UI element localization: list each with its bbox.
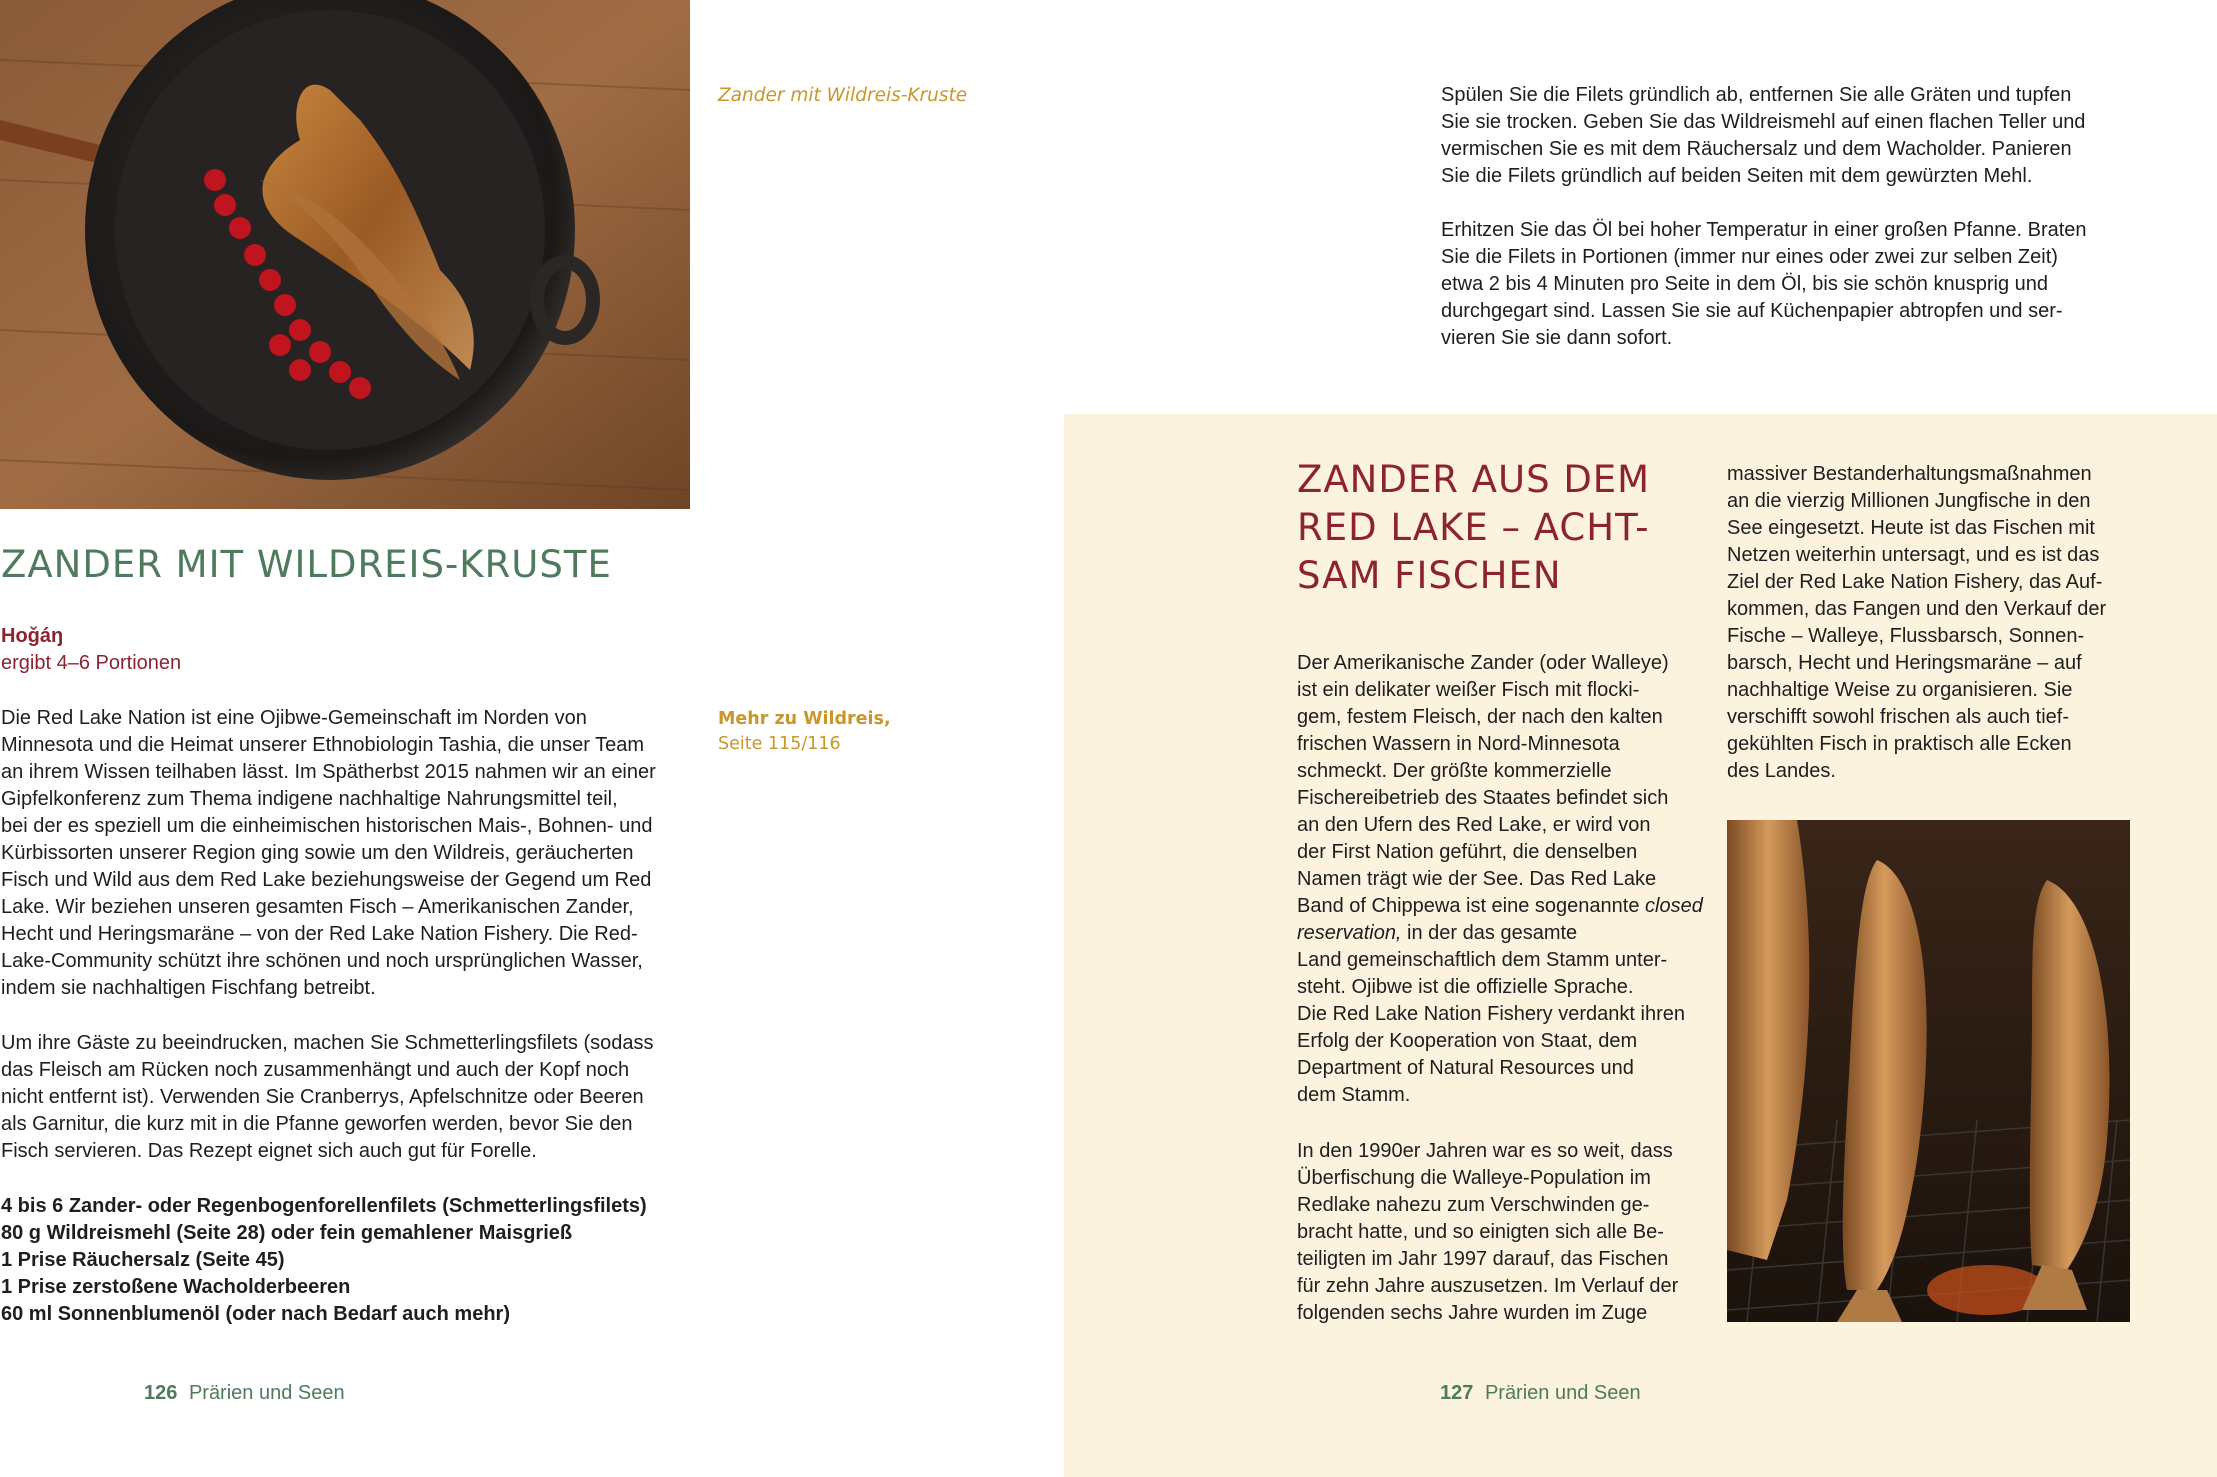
page-number: 127 (1440, 1382, 1474, 1404)
ingredient-item: 80 g Wildreismehl (Seite 28) oder fein gemahlener Maisgrieß (1, 1222, 573, 1244)
recipe-servings: ergibt 4–6 Portionen (1, 652, 182, 674)
ingredient-item: 1 Prise Räuchersalz (Seite 45) (1, 1249, 285, 1271)
photo-caption: Zander mit Wildreis-Kruste (718, 85, 968, 106)
method-step-2: Erhitzen Sie das Öl bei hoher Temperatur in einer großen Pfanne. Braten Sie die Filets in Portionen (immer nur eines oder zwei zur selben Zeit) etwa 2 bis 4 Minuten pro Seite in dem Öl, bis sie schön knusprig und durchgegart sind. Lassen Sie sie auf Küchenpapier abtropfen und ser- vieren Sie sie dann sofort. (1441, 219, 2087, 349)
intro-paragraph: Die Red Lake Nation ist eine Ojibwe-Gemeinschaft im Norden von Minnesota und die Heimat unserer Ethnobiologin Tashia, die unser Team an ihrem Wissen teilhaben lässt. Im Spätherbst 2015 nahmen wir an einer Gipfelkonferenz zum Thema indigene nachhaltige Nahrungsmittel teil, bei der es speziell um die einheimischen historischen Mais-, Bohnen- und Kürbissorten unserer Region ging sowie um den Wildreis, geräucherten Fisch und Wild aus dem Red Lake beziehungsweise der Gegend um Red Lake. Wir beziehen unseren gesamten Fisch – Amerikanischen Zander, Hecht und Heringsmaräne – von der Red Lake Nation Fishery. Die Red- Lake-Community schützt ihre schönen und noch ursprünglichen Wasser, indem sie nachhaltigen Fischfang betreibt. (1, 707, 656, 999)
sidebar-box-column-1 (1297, 650, 1717, 1109)
ingredient-item: 1 Prise zerstoßene Wacholderbeeren (1, 1276, 351, 1298)
left-page-footer (144, 1382, 345, 1405)
smoked-fish-photo (1727, 820, 2130, 1322)
sidebar-box-column-1-paragraph-2: In den 1990er Jahren war es so weit, dass Überfischung die Walleye-Population im Redlake nahezu zum Verschwinden ge- bracht hatte, und so einigten sich alle Be- teiligten im Jahr 1997 darauf, das Fischen für zehn Jahre auszusetzen. Im Verlauf der folgenden sechs Jahre wurden im Zuge (1297, 1140, 1679, 1324)
tip-paragraph: Um ihre Gäste zu beeindrucken, machen Sie Schmetterlingsfilets (sodass das Fleisch am Rücken noch zusammenhängt und auch der Kopf noch nicht entfernt ist). Verwenden Sie Cranberrys, Apfelschnitze oder Beeren als Garnitur, die kurz mit in die Pfanne geworfen werden, bevor Sie den Fisch servieren. Das Rezept eignet sich auch gut für Forelle. (1, 1032, 654, 1162)
ingredient-item: 60 ml Sonnenblumenöl (oder nach Bedarf auch mehr) (1, 1303, 510, 1325)
recipe-title: ZANDER MIT WILDREIS-KRUSTE (1, 543, 612, 586)
ingredient-item: 4 bis 6 Zander- oder Regenbogenforellenfilets (Schmetterlingsfilets) (1, 1195, 647, 1217)
sidebar-note-pages: Seite 115/116 (718, 734, 841, 754)
right-page-footer (1440, 1382, 1641, 1405)
recipe-native-name: Hoǧáŋ (1, 625, 64, 647)
sidebar-box-title: ZANDER AUS DEM RED LAKE – ACHT- SAM FISCHEN (1297, 458, 1651, 597)
method-step-1: Spülen Sie die Filets gründlich ab, entfernen Sie alle Gräten und tupfen Sie sie trocken. Geben Sie das Wildreismehl auf einen flachen Teller und vermischen Sie es mit dem Räuchersalz und dem Wacholder. Panieren Sie die Filets gründlich auf beiden Seiten mit dem gewürzten Mehl. (1441, 84, 2086, 187)
sidebar-note (718, 707, 891, 757)
sidebar-box-column-2: massiver Bestanderhaltungsmaßnahmen an die vierzig Millionen Jungfische in den See eingesetzt. Heute ist das Fischen mit Netzen weiterhin untersagt, und es ist das Ziel der Red Lake Nation Fishery, das Auf- kommen, das Fangen und den Verkauf der Fische – Walleye, Flussbarsch, Sonnen- barsch, Hecht und Heringsmaräne – auf nachhaltige Weise zu organisieren. Sie verschifft sowohl frischen als auch tief- gekühlten Fisch in praktisch alle Ecken des Landes. (1727, 463, 2107, 782)
section-name: Prärien und Seen (1484, 1382, 1641, 1404)
box-col1-italic: closed reservation, (1297, 895, 1703, 944)
page-number: 126 (144, 1382, 178, 1404)
sidebar-note-title: Mehr zu Wildreis, (718, 709, 891, 729)
box-col1-text-a: Der Amerikanische Zander (oder Walleye) ist ein delikater weißer Fisch mit flocki- gem, festem Fleisch, der nach den kalten frischen Wassern in Nord-Minnesota schmeckt. Der größte kommerzielle Fischereibetrieb des Staates befindet sich an den Ufern des Red Lake, er wird von der First Nation geführt, die denselben Namen trägt wie der See. Das Red Lake Band of Chippewa ist eine sogenannte (1297, 652, 1669, 917)
section-name: Prärien und Seen (188, 1382, 345, 1404)
box-col1-text-b: in der das gesamte Land gemeinschaftlich dem Stamm unter- steht. Ojibwe ist die offizielle Sprache. Die Red Lake Nation Fishery verdankt ihren Erfolg der Kooperation von Staat, dem Department of Natural Resources und dem Stamm. (1297, 922, 1685, 1106)
fish-in-skillet-photo (0, 0, 690, 509)
ingredient-list (1, 1193, 647, 1328)
